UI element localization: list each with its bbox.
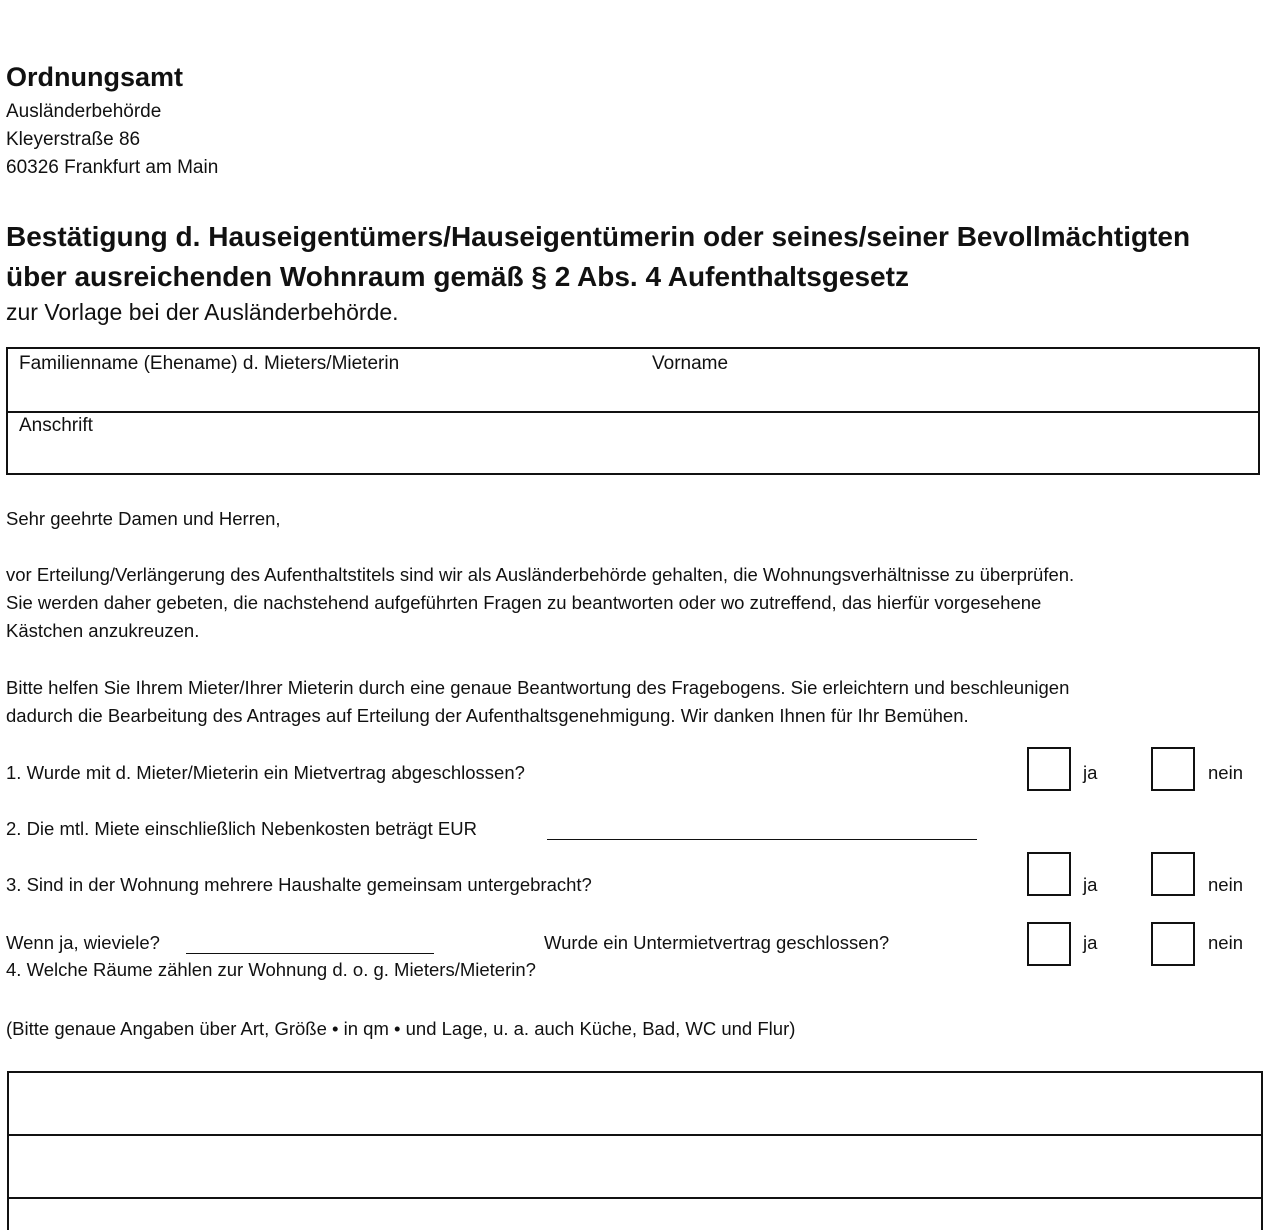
street-address: Kleyerstraße 86 xyxy=(6,129,141,150)
q1-no-label: nein xyxy=(1208,762,1243,783)
rooms-table-row[interactable] xyxy=(9,1136,1259,1196)
surname-label: Familienname (Ehename) d. Mieters/Mieterin xyxy=(19,353,400,374)
question-3: 3. Sind in der Wohnung mehrere Haushalte gemeinsam untergebracht? xyxy=(6,874,592,895)
address-label: Anschrift xyxy=(19,415,93,436)
tenant-info-box xyxy=(6,347,1260,475)
q1-no-checkbox[interactable] xyxy=(1151,747,1195,791)
rent-amount-field[interactable] xyxy=(547,839,977,840)
paragraph-2-line-1: Bitte helfen Sie Ihrem Mieter/Ihrer Mieterin durch eine genaue Beantwortung des Fragebogens. Sie erleichtern und beschleunigen xyxy=(6,677,1070,698)
firstname-label: Vorname xyxy=(652,353,729,374)
paragraph-2-line-2: dadurch die Bearbeitung des Antrages auf Erteilung der Aufenthaltsgenehmigung. Wir danken Ihnen für Ihr Bemühen. xyxy=(6,705,969,726)
q3-yes-label: ja xyxy=(1083,874,1098,895)
form-subtitle: zur Vorlage bei der Ausländerbehörde. xyxy=(6,299,399,325)
sublease-question: Wurde ein Untermietvertrag geschlossen? xyxy=(544,932,890,953)
form-title-line-1: Bestätigung d. Hauseigentümers/Hauseigentümerin oder seines/seiner Bevollmächtigten xyxy=(6,221,1191,252)
question-4: 4. Welche Räume zählen zur Wohnung d. o. g. Mieters/Mieterin? xyxy=(6,959,536,980)
q3-no-label: nein xyxy=(1208,874,1243,895)
paragraph-1-line-1: vor Erteilung/Verlängerung des Aufenthaltstitels sind wir als Ausländerbehörde gehalten, die Wohnungsverhältnisse zu überprüfen. xyxy=(6,564,1075,585)
sublease-no-checkbox[interactable] xyxy=(1151,922,1195,966)
sublease-yes-checkbox[interactable] xyxy=(1027,922,1071,966)
city-address: 60326 Frankfurt am Main xyxy=(6,157,219,178)
households-count-field[interactable] xyxy=(186,953,434,954)
tenant-box-divider xyxy=(8,411,1258,413)
question-4-note: (Bitte genaue Angaben über Art, Größe • in qm • und Lage, u. a. auch Küche, Bad, WC und Flur) xyxy=(6,1018,796,1039)
q3-yes-checkbox[interactable] xyxy=(1027,852,1071,896)
surname-field[interactable] xyxy=(208,375,638,405)
department: Ausländerbehörde xyxy=(6,101,162,122)
sublease-no-label: nein xyxy=(1208,932,1243,953)
firstname-field[interactable] xyxy=(748,375,1248,405)
question-2: 2. Die mtl. Miete einschließlich Nebenkosten beträgt EUR xyxy=(6,818,477,839)
question-1: 1. Wurde mit d. Mieter/Mieterin ein Mietvertrag abgeschlossen? xyxy=(6,762,525,783)
paragraph-1-line-2: Sie werden daher gebeten, die nachstehend aufgeführten Fragen zu beantworten oder wo zutreffend, das hierfür vorgesehene xyxy=(6,592,1042,613)
q1-yes-checkbox[interactable] xyxy=(1027,747,1071,791)
salutation: Sehr geehrte Damen und Herren, xyxy=(6,508,281,529)
rooms-table-row[interactable] xyxy=(9,1073,1259,1133)
q3-no-checkbox[interactable] xyxy=(1151,852,1195,896)
address-field[interactable] xyxy=(118,437,1248,467)
households-count-label: Wenn ja, wieviele? xyxy=(6,932,160,953)
paragraph-1-line-3: Kästchen anzukreuzen. xyxy=(6,620,200,641)
q1-yes-label: ja xyxy=(1083,762,1098,783)
rooms-table-row[interactable] xyxy=(9,1199,1259,1230)
rooms-table-right-border xyxy=(1261,1071,1263,1230)
form-title-line-2: über ausreichenden Wohnraum gemäß § 2 Abs. 4 Aufenthaltsgesetz xyxy=(6,261,909,292)
office-name: Ordnungsamt xyxy=(6,62,184,92)
sublease-yes-label: ja xyxy=(1083,932,1098,953)
